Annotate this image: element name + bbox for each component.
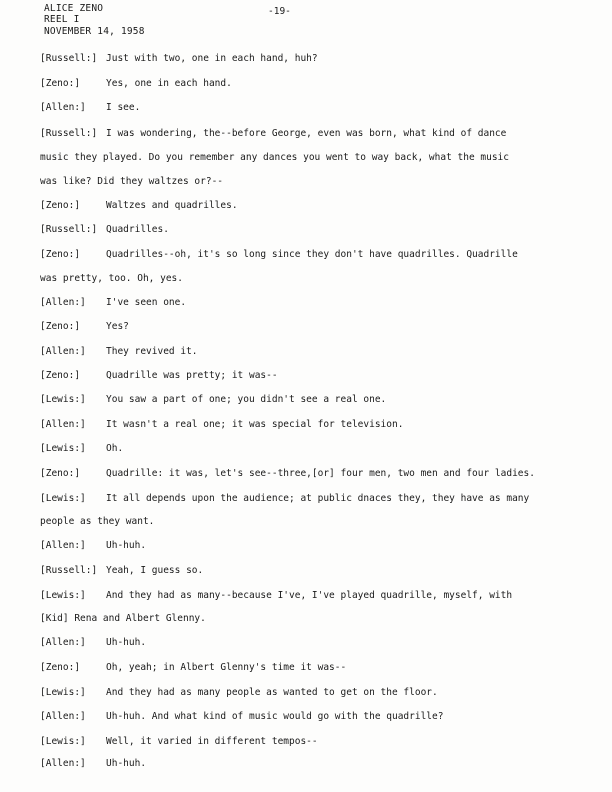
speaker-label: [Lewis:] (40, 736, 86, 747)
header-title: ALICE ZENO (44, 3, 104, 14)
dialogue-line (0, 199, 612, 213)
speaker-label: [Allen:] (40, 419, 86, 430)
dialogue-line (0, 757, 612, 771)
line-text: Yes, one in each hand. (106, 78, 232, 89)
speaker-label: [Zeno:] (40, 78, 81, 89)
dialogue-line (0, 369, 612, 383)
speaker-label: [Allen:] (40, 758, 86, 769)
speaker-label: [Russell:] (40, 224, 98, 235)
dialogue-line (0, 52, 612, 66)
speaker-label: [Lewis:] (40, 493, 86, 504)
line-text: It all depends upon the audience; at public dnaces they, they have as many (106, 493, 530, 504)
line-text: They revived it. (106, 346, 198, 357)
line-text: And they had as many people as wanted to get on the floor. (106, 687, 438, 698)
line-text: And they had as many--because I've, I've played quadrille, myself, with (106, 590, 513, 601)
line-text: It wasn't a real one; it was special for television. (106, 419, 404, 430)
line-text: You saw a part of one; you didn't see a real one. (106, 394, 387, 405)
speaker-label: [Allen:] (40, 637, 86, 648)
continuation-line (0, 272, 612, 286)
line-text: Oh, yeah; in Albert Glenny's time it was-- (106, 662, 347, 673)
continuation-line (0, 515, 612, 529)
speaker-label: [Allen:] (40, 540, 86, 551)
line-text: Quadrille was pretty; it was-- (106, 370, 278, 381)
line-text: Well, it varied in different tempos-- (106, 736, 318, 747)
dialogue-line (0, 223, 612, 237)
dialogue-line (0, 589, 612, 603)
continuation-line (0, 612, 612, 626)
line-text: I've seen one. (106, 297, 187, 308)
dialogue-line (0, 492, 612, 506)
speaker-label: [Allen:] (40, 711, 86, 722)
dialogue-line (0, 564, 612, 578)
header-reel: REEL I (44, 14, 80, 25)
speaker-label: [Zeno:] (40, 662, 81, 673)
continuation-line (0, 175, 612, 189)
speaker-label: [Zeno:] (40, 200, 81, 211)
line-text: Yeah, I guess so. (106, 565, 204, 576)
speaker-label: [Lewis:] (40, 687, 86, 698)
dialogue-line (0, 710, 612, 724)
dialogue-line (0, 636, 612, 650)
line-text: [Kid] Rena and Albert Glenny. (40, 613, 206, 624)
speaker-label: [Russell:] (40, 53, 98, 64)
line-text: was like? Did they waltzes or?-- (40, 176, 224, 187)
dialogue-line (0, 661, 612, 675)
speaker-label: [Russell:] (40, 565, 98, 576)
dialogue-line (0, 539, 612, 553)
dialogue-line (0, 418, 612, 432)
speaker-label: [Lewis:] (40, 590, 86, 601)
dialogue-line (0, 101, 612, 115)
line-text: was pretty, too. Oh, yes. (40, 273, 183, 284)
dialogue-line (0, 320, 612, 334)
speaker-label: [Russell:] (40, 128, 98, 139)
dialogue-line (0, 686, 612, 700)
speaker-label: [Zeno:] (40, 370, 81, 381)
line-text: I was wondering, the--before George, even was born, what kind of dance (106, 128, 507, 139)
line-text: Uh-huh. (106, 637, 147, 648)
page-number: -19- (268, 6, 291, 17)
line-text: Uh-huh. (106, 758, 147, 769)
dialogue-line (0, 393, 612, 407)
line-text: Quadrille: it was, let's see--three,[or] four men, two men and four ladies. (106, 468, 535, 479)
speaker-label: [Allen:] (40, 346, 86, 357)
dialogue-line (0, 296, 612, 310)
line-text: Uh-huh. (106, 540, 147, 551)
dialogue-line (0, 345, 612, 359)
line-text: Quadrilles. (106, 224, 169, 235)
line-text: Just with two, one in each hand, huh? (106, 53, 318, 64)
speaker-label: [Zeno:] (40, 321, 81, 332)
dialogue-line (0, 127, 612, 141)
dialogue-line (0, 442, 612, 456)
line-text: music they played. Do you remember any dances you went to way back, what the music (40, 152, 509, 163)
line-text: Yes? (106, 321, 129, 332)
line-text: people as they want. (40, 516, 155, 527)
speaker-label: [Allen:] (40, 102, 86, 113)
line-text: I see. (106, 102, 141, 113)
dialogue-line (0, 248, 612, 262)
dialogue-line (0, 735, 612, 749)
speaker-label: [Zeno:] (40, 249, 81, 260)
continuation-line (0, 151, 612, 165)
dialogue-line (0, 467, 612, 481)
header-date: NOVEMBER 14, 1958 (44, 26, 145, 37)
speaker-label: [Lewis:] (40, 394, 86, 405)
speaker-label: [Zeno:] (40, 468, 81, 479)
speaker-label: [Allen:] (40, 297, 86, 308)
dialogue-line (0, 77, 612, 91)
speaker-label: [Lewis:] (40, 443, 86, 454)
line-text: Quadrilles--oh, it's so long since they don't have quadrilles. Quadrille (106, 249, 518, 260)
line-text: Oh. (106, 443, 124, 454)
line-text: Uh-huh. And what kind of music would go with the quadrille? (106, 711, 444, 722)
line-text: Waltzes and quadrilles. (106, 200, 238, 211)
